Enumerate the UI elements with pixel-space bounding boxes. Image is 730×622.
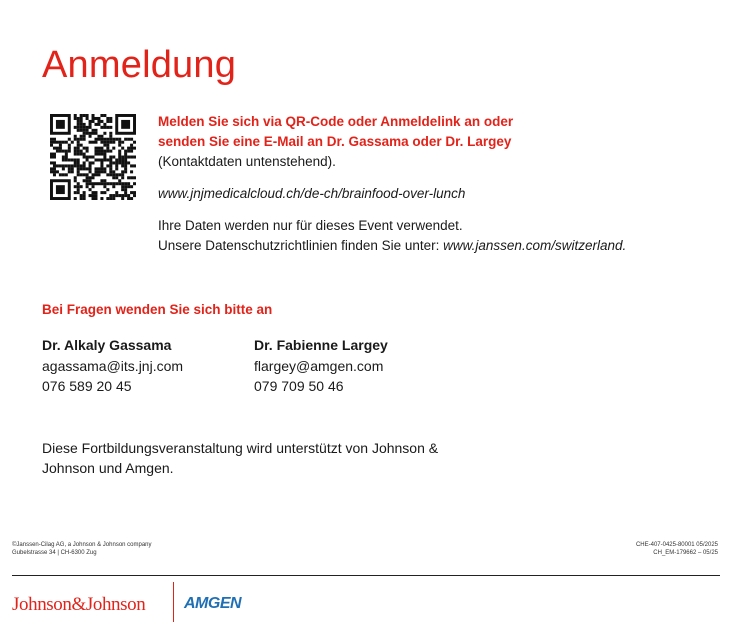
contact-phone[interactable]: 076 589 20 45 [42, 378, 132, 394]
registration-note: (Kontaktdaten untenstehend). [158, 154, 336, 169]
contact-phone[interactable]: 079 709 50 46 [254, 378, 344, 394]
contact-largey [254, 335, 388, 396]
contact-email[interactable]: flargey@amgen.com [254, 358, 384, 374]
page-title: Anmeldung [42, 44, 237, 86]
company-address: ©Janssen-Cilag AG, a Johnson & Johnson company Gubelstrasse 34 | CH-6300 Zug [12, 542, 152, 556]
contact-name: Dr. Fabienne Largey [254, 337, 388, 353]
contact-gassama [42, 335, 183, 396]
registration-headline: Melden Sie sich via QR-Code oder Anmeldelink an oder senden Sie eine E-Mail an Dr. Gassama oder Dr. Largey [158, 114, 514, 149]
privacy-notice: Ihre Daten werden nur für dieses Event verwendet. Unsere Datenschutzrichtlinien finden Sie unter: www.janssen.com/switzerland. [158, 218, 627, 253]
footer-divider [12, 575, 720, 576]
johnson-johnson-logo: Johnson&Johnson [12, 594, 146, 615]
support-text: Diese Fortbildungsveranstaltung wird unterstützt von Johnson & Johnson und Amgen. [42, 440, 439, 476]
registration-info [158, 112, 698, 256]
privacy-link[interactable]: www.janssen.com/switzerland. [443, 238, 627, 253]
registration-link[interactable]: www.jnjmedicalcloud.ch/de-ch/brainfood-over-lunch [158, 186, 466, 201]
qr-code[interactable] [50, 114, 136, 200]
privacy-prefix: Unsere Datenschutzrichtlinien finden Sie unter: [158, 238, 444, 253]
document-codes: CHE-407-0425-80001 05/2025 CH_EM-179662 – 05/25 [635, 542, 718, 556]
questions-heading: Bei Fragen wenden Sie sich bitte an [42, 302, 273, 317]
contact-email[interactable]: agassama@its.jnj.com [42, 358, 184, 374]
logo-divider [173, 582, 174, 622]
contact-name: Dr. Alkaly Gassama [42, 337, 172, 353]
amgen-logo: AMGEN [184, 595, 242, 612]
